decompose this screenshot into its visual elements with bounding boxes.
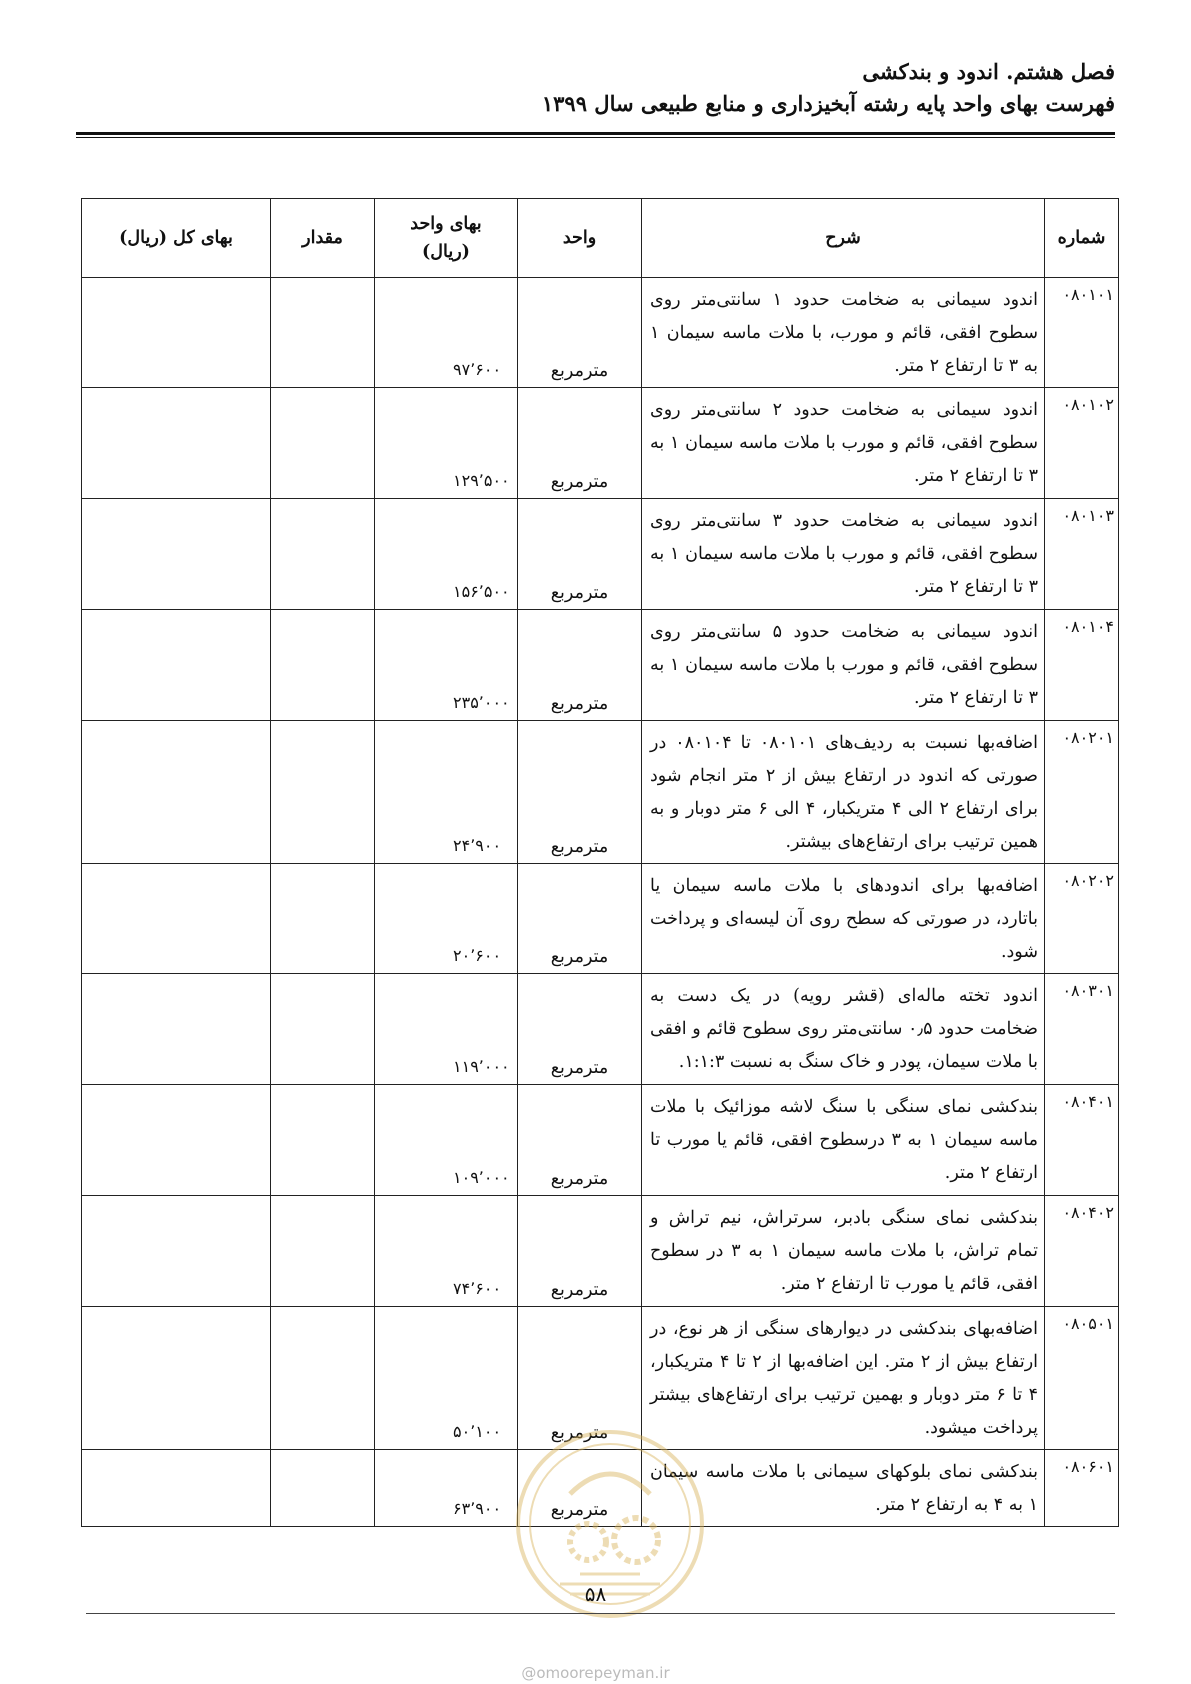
row-total — [82, 974, 271, 1085]
row-number: ۰۸۰۵۰۱ — [1045, 1307, 1119, 1450]
row-unit: مترمربع — [518, 974, 642, 1085]
row-description: اندود سیمانی به ضخامت حدود ۵ سانتی‌متر روی سطوح افقی، قائم و مورب با ملات ماسه سیمان ۱ به ۳ تا ارتفاع ۲ متر. — [642, 610, 1045, 721]
row-unit: مترمربع — [518, 610, 642, 721]
row-unit: مترمربع — [518, 1196, 642, 1307]
col-unit-price-line1: بهای واحد — [410, 214, 482, 234]
row-unit: مترمربع — [518, 721, 642, 864]
row-total — [82, 721, 271, 864]
col-unit-header: واحد — [518, 199, 642, 278]
row-number: ۰۸۰۱۰۱ — [1045, 278, 1119, 388]
row-unit-price: ۱۲۹٬۵۰۰ — [375, 388, 518, 499]
col-quantity-header: مقدار — [271, 199, 375, 278]
row-number: ۰۸۰۴۰۱ — [1045, 1085, 1119, 1196]
col-total-header: بهای کل (ریال) — [82, 199, 271, 278]
page-number: ۵۸ — [584, 1582, 607, 1606]
row-description: اضافه‌بهای بندکشی در دیوارهای سنگی از هر نوع، در ارتفاع بیش از ۲ متر. این اضافه‌بها از ۲ تا ۴ متریکبار، ۴ تا ۶ متر دوبار و بهمین ترتیب برای ارتفاع‌های بیشتر پرداخت میشود. — [642, 1307, 1045, 1450]
row-total — [82, 864, 271, 974]
row-description: اندود تخته ماله‌ای (قشر رویه) در یک دست به ضخامت حدود ۰٫۵ سانتی‌متر روی سطوح قائم و افقی با ملات سیمان، پودر و خاک سنگ به نسبت ۱:۱:۳. — [642, 974, 1045, 1085]
row-description: اندود سیمانی به ضخامت حدود ۱ سانتی‌متر روی سطوح افقی، قائم و مورب، با ملات ماسه سیمان ۱ به ۳ تا ارتفاع ۲ متر. — [642, 278, 1045, 388]
row-description: بندکشی نمای سنگی با سنگ لاشه موزائیک با ملات ماسه سیمان ۱ به ۳ درسطوح افقی، قائم یا مورب تا ارتفاع ۲ متر. — [642, 1085, 1045, 1196]
row-unit-price: ۷۴٬۶۰۰ — [375, 1196, 518, 1307]
row-total — [82, 388, 271, 499]
row-unit-price: ۹۷٬۶۰۰ — [375, 278, 518, 388]
table-row — [82, 1085, 1119, 1196]
row-quantity — [271, 610, 375, 721]
table-header-row — [82, 199, 1119, 278]
row-unit: مترمربع — [518, 388, 642, 499]
col-unit-price-line2: (ریال) — [422, 242, 470, 262]
row-unit-price: ۲۰٬۶۰۰ — [375, 864, 518, 974]
row-total — [82, 610, 271, 721]
table-row — [82, 278, 1119, 388]
row-total — [82, 1085, 271, 1196]
row-description: اندود سیمانی به ضخامت حدود ۳ سانتی‌متر روی سطوح افقی، قائم و مورب با ملات ماسه سیمان ۱ به ۳ تا ارتفاع ۲ متر. — [642, 499, 1045, 610]
row-description: اندود سیمانی به ضخامت حدود ۲ سانتی‌متر روی سطوح افقی، قائم و مورب با ملات ماسه سیمان ۱ به ۳ تا ارتفاع ۲ متر. — [642, 388, 1045, 499]
row-unit-price: ۱۵۶٬۵۰۰ — [375, 499, 518, 610]
row-description: بندکشی نمای بلوکهای سیمانی با ملات ماسه سیمان ۱ به ۴ به ارتفاع ۲ متر. — [642, 1450, 1045, 1527]
header-rule-thin — [76, 137, 1115, 138]
row-unit: مترمربع — [518, 864, 642, 974]
row-number: ۰۸۰۱۰۲ — [1045, 388, 1119, 499]
col-unit-price-header — [375, 199, 518, 278]
row-unit-price: ۱۰۹٬۰۰۰ — [375, 1085, 518, 1196]
row-unit-price: ۲۴٬۹۰۰ — [375, 721, 518, 864]
row-quantity — [271, 278, 375, 388]
row-quantity — [271, 974, 375, 1085]
row-number: ۰۸۰۲۰۱ — [1045, 721, 1119, 864]
table-row — [82, 499, 1119, 610]
table-row — [82, 388, 1119, 499]
row-unit-price: ۱۱۹٬۰۰۰ — [375, 974, 518, 1085]
row-description: اضافه‌بها نسبت به ردیف‌های ۰۸۰۱۰۱ تا ۰۸۰۱۰۴ در صورتی که اندود در ارتفاع بیش از ۲ متر انجام شود برای ارتفاع ۲ الی ۴ متریکبار، ۴ الی ۶ متر دوبار و به همین ترتیب برای ارتفاع‌های بیشتر. — [642, 721, 1045, 864]
table-row — [82, 610, 1119, 721]
row-quantity — [271, 388, 375, 499]
row-quantity — [271, 1196, 375, 1307]
row-number: ۰۸۰۴۰۲ — [1045, 1196, 1119, 1307]
document-subtitle: فهرست بهای واحد پایه رشته آبخیزداری و منابع طبیعی سال ۱۳۹۹ — [541, 91, 1115, 116]
table-row — [82, 1196, 1119, 1307]
row-unit: مترمربع — [518, 1450, 642, 1527]
row-number: ۰۸۰۱۰۳ — [1045, 499, 1119, 610]
row-number: ۰۸۰۱۰۴ — [1045, 610, 1119, 721]
table-row — [82, 974, 1119, 1085]
row-total — [82, 499, 271, 610]
row-quantity — [271, 499, 375, 610]
col-description-header: شرح — [642, 199, 1045, 278]
row-total — [82, 1196, 271, 1307]
price-table — [81, 198, 1119, 1527]
row-unit: مترمربع — [518, 1085, 642, 1196]
row-quantity — [271, 721, 375, 864]
table-row — [82, 864, 1119, 974]
row-unit: مترمربع — [518, 278, 642, 388]
row-number: ۰۸۰۲۰۲ — [1045, 864, 1119, 974]
row-total — [82, 278, 271, 388]
row-description: اضافه‌بها برای اندودهای با ملات ماسه سیمان یا باتارد، در صورتی که سطح روی آن لیسه‌ای و پرداخت شود. — [642, 864, 1045, 974]
chapter-title: فصل هشتم. اندود و بندکشی — [862, 59, 1115, 84]
footer-rule — [86, 1613, 1115, 1614]
page-header — [75, 56, 1115, 120]
row-quantity — [271, 1085, 375, 1196]
row-unit-price: ۵۰٬۱۰۰ — [375, 1307, 518, 1450]
row-description: بندکشی نمای سنگی بادبر، سرتراش، نیم تراش و تمام تراش، با ملات ماسه سیمان ۱ به ۳ در سطوح افقی، قائم یا مورب تا ارتفاع ۲ متر. — [642, 1196, 1045, 1307]
row-unit-price: ۲۳۵٬۰۰۰ — [375, 610, 518, 721]
row-total — [82, 1307, 271, 1450]
row-unit: مترمربع — [518, 499, 642, 610]
table-body — [82, 278, 1119, 1527]
row-unit-price: ۶۳٬۹۰۰ — [375, 1450, 518, 1527]
site-watermark: @omoorepeyman.ir — [521, 1664, 670, 1682]
row-quantity — [271, 864, 375, 974]
col-number-header: شماره — [1045, 199, 1119, 278]
table-row — [82, 721, 1119, 864]
row-number: ۰۸۰۶۰۱ — [1045, 1450, 1119, 1527]
row-number: ۰۸۰۳۰۱ — [1045, 974, 1119, 1085]
row-total — [82, 1450, 271, 1527]
row-quantity — [271, 1307, 375, 1450]
row-quantity — [271, 1450, 375, 1527]
header-rule-thick — [76, 132, 1115, 135]
row-unit: مترمربع — [518, 1307, 642, 1450]
